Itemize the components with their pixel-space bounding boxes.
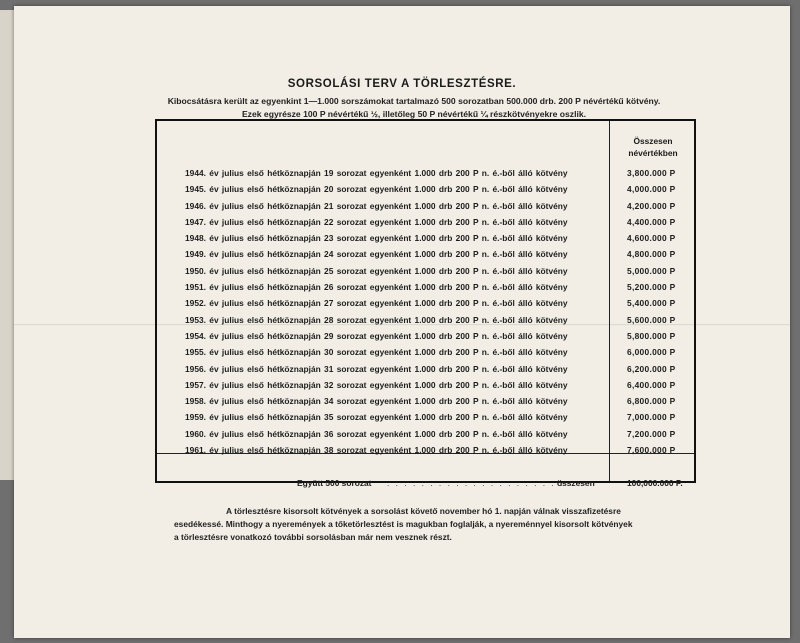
row-description: 1946. év julius első hétköznapján 21 sorozat egyenként 1.000 drb 200 P n. é.-ből álló kötvény — [185, 200, 568, 211]
row-amount: 5,200.000 P — [627, 282, 676, 293]
row-amount: 4,200.000 P — [627, 200, 676, 211]
row-description: 1957. év julius első hétköznapján 32 sorozat egyenként 1.000 drb 200 P n. é.-ből álló kötvény — [185, 379, 568, 390]
row-amount: 6,800.000 P — [627, 396, 676, 407]
table-row — [157, 215, 694, 231]
document-page — [14, 6, 790, 638]
row-description: 1944. év julius első hétköznapján 19 sorozat egyenként 1.000 drb 200 P n. é.-ből álló kötvény — [185, 168, 568, 178]
footnote-paragraph — [174, 505, 674, 544]
row-description: 1954. év julius első hétköznapján 29 sorozat egyenként 1.000 drb 200 P n. é.-ből álló kötvény — [185, 330, 568, 341]
table-row — [157, 410, 694, 426]
row-amount: 4,600.000 P — [627, 233, 676, 244]
total-amount: 100,000.000 P. — [627, 478, 683, 488]
intro-line-1: Kibocsátásra került az egyenkint 1—1.000 sorszámokat tartalmazó 500 sorozatban 500.000 drb. 200 P névértékű kötvény. — [167, 96, 661, 106]
row-amount: 7,600.000 P — [627, 445, 676, 456]
intro-line-2: Ezek egyrésze 100 P névértékű ½, illetőleg 50 P névértékű ¼ részkötvényekre oszlik. — [241, 108, 587, 119]
table-row — [157, 199, 694, 215]
row-description: 1952. év julius első hétköznapján 27 sorozat egyenként 1.000 drb 200 P n. é.-ből álló kötvény — [185, 298, 568, 309]
row-description: 1950. év julius első hétköznapján 25 sorozat egyenként 1.000 drb 200 P n. é.-ből álló kötvény — [185, 265, 568, 276]
row-amount: 5,800.000 P — [627, 330, 676, 341]
table-row — [157, 394, 694, 410]
row-description: 1956. év julius első hétköznapján 31 sorozat egyenként 1.000 drb 200 P n. é.-ből álló kötvény — [185, 363, 568, 374]
row-amount: 5,000.000 P — [627, 265, 676, 276]
table-row — [157, 231, 694, 247]
intro-text — [154, 95, 674, 120]
row-amount: 7,000.000 P — [627, 412, 676, 423]
row-amount: 3,800.000 P — [627, 168, 676, 178]
footnote-line-2: esedékessé. Minthogy a nyeremények a tőketörlesztést is magukban foglalják, a nyereménnyel kisorsolt kötvények — [174, 519, 633, 529]
amount-column-header-line-1: Összesen — [633, 136, 673, 146]
row-amount: 7,200.000 P — [627, 428, 676, 439]
row-amount: 6,200.000 P — [627, 363, 676, 374]
table-row — [157, 378, 694, 394]
row-description: 1951. év julius első hétköznapján 26 sorozat egyenként 1.000 drb 200 P n. é.-ből álló kötvény — [185, 282, 568, 293]
table-row — [157, 247, 694, 263]
table-row — [157, 345, 694, 361]
table-row — [157, 296, 694, 312]
footnote-line-3: a törlesztésre vonatkozó további sorsolásban már nem vesznek részt. — [174, 532, 452, 542]
table-row — [157, 280, 694, 296]
table-row — [157, 443, 694, 459]
table-row — [157, 166, 694, 182]
table-row — [157, 264, 694, 280]
table-row — [157, 427, 694, 443]
total-word: összesen — [557, 478, 595, 488]
row-amount: 6,400.000 P — [627, 379, 676, 390]
table-row — [157, 313, 694, 329]
row-amount: 6,000.000 P — [627, 347, 676, 358]
document-title: SORSOLÁSI TERV A TÖRLESZTÉSRE. — [287, 78, 517, 90]
row-description: 1955. év julius első hétköznapján 30 sorozat egyenként 1.000 drb 200 P n. é.-ből álló kötvény — [185, 347, 568, 358]
row-amount: 4,800.000 P — [627, 249, 676, 260]
row-amount: 5,400.000 P — [627, 298, 676, 309]
total-leader-dots: . . . . . . . . . . . . . . . . . . . . . — [387, 478, 565, 488]
table-row — [157, 182, 694, 198]
row-description: 1948. év julius első hétköznapján 23 sorozat egyenként 1.000 drb 200 P n. é.-ből álló kötvény — [185, 233, 568, 244]
row-description: 1958. év julius első hétköznapján 34 sorozat egyenként 1.000 drb 200 P n. é.-ből álló kötvény — [185, 396, 568, 407]
row-amount: 4,400.000 P — [627, 216, 676, 227]
amount-column-header-line-2: névértékben — [628, 148, 678, 158]
row-description: 1959. év julius első hétköznapján 35 sorozat egyenként 1.000 drb 200 P n. é.-ből álló kötvény — [185, 412, 568, 423]
redemption-schedule-table — [155, 119, 696, 488]
row-description: 1960. év julius első hétköznapján 36 sorozat egyenként 1.000 drb 200 P n. é.-ből álló kötvény — [185, 428, 568, 439]
amount-column-header — [613, 135, 693, 159]
row-description: 1949. év julius első hétköznapján 24 sorozat egyenként 1.000 drb 200 P n. é.-ből álló kötvény — [185, 249, 568, 260]
row-amount: 5,600.000 P — [627, 314, 676, 325]
row-amount: 4,000.000 P — [627, 184, 676, 195]
schedule-rows — [157, 166, 694, 459]
table-row — [157, 362, 694, 378]
row-description: 1947. év julius első hétköznapján 22 sorozat egyenként 1.000 drb 200 P n. é.-ből álló kötvény — [185, 216, 568, 227]
row-description: 1961. év julius első hétköznapján 38 sorozat egyenként 1.000 drb 200 P n. é.-ből álló kötvény — [185, 445, 568, 456]
table-row — [157, 329, 694, 345]
footnote-line-1: A törlesztésre kisorsolt kötvények a sorsolást követő november hó 1. napján válnak visszafizetésre — [226, 506, 621, 516]
row-description: 1945. év julius első hétköznapján 20 sorozat egyenként 1.000 drb 200 P n. é.-ből álló kötvény — [185, 184, 568, 195]
total-label: Együtt 500 sorozat — [297, 478, 372, 488]
row-description: 1953. év julius első hétköznapján 28 sorozat egyenként 1.000 drb 200 P n. é.-ből álló kötvény — [185, 314, 568, 325]
